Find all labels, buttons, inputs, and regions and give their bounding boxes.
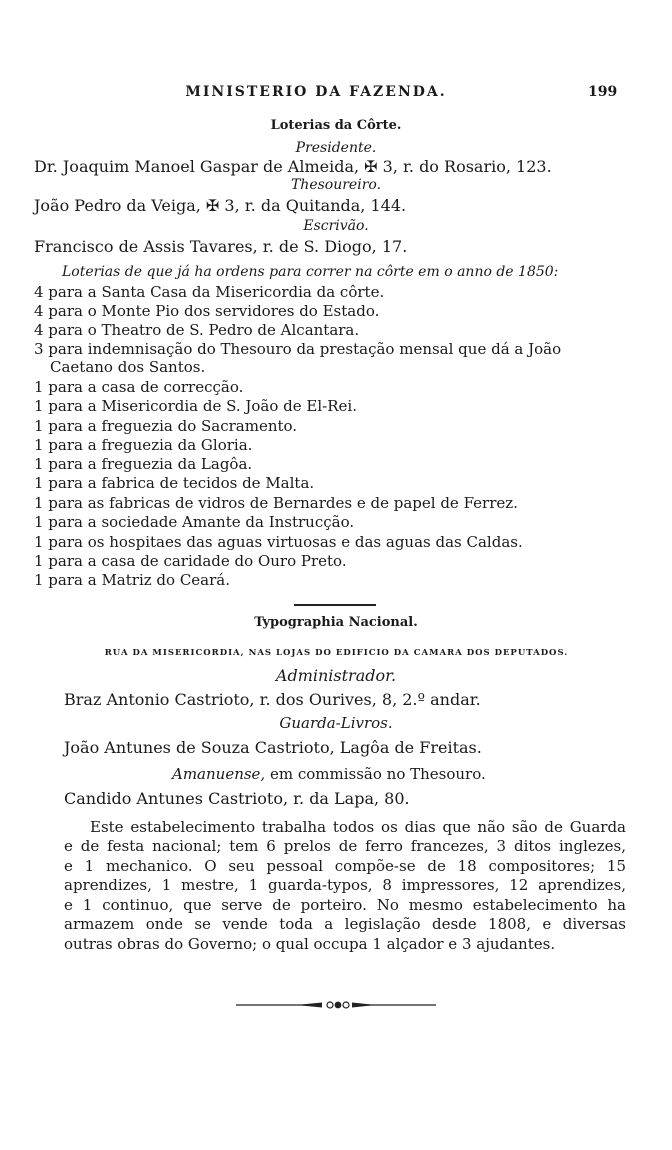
loterias-intro: Loterias de que já ha ordens para correr na côrte em o anno de 1850: bbox=[62, 264, 559, 280]
list-item: 1 para a sociedade Amante da Instrucção. bbox=[34, 513, 355, 531]
paragraph-line: armazem onde se vende toda a legislação desde 1808, e diversas bbox=[64, 915, 626, 933]
list-item: 1 para a Misericordia de S. João de El-Rei. bbox=[34, 397, 357, 415]
guarda-livros-label: Guarda-Livros. bbox=[279, 714, 393, 732]
section-divider bbox=[294, 604, 376, 606]
thesoureiro-entry: João Pedro da Veiga, ✠ 3, r. da Quitanda, 144. bbox=[34, 196, 407, 215]
list-item: 1 para a casa de caridade do Ouro Preto. bbox=[34, 552, 347, 570]
page-number: 199 bbox=[588, 84, 618, 100]
address-text: RUA DA MISERICORDIA, NAS LOJAS DO EDIFICIO DA CAMARA DOS DEPUTADOS. bbox=[104, 648, 569, 658]
running-title: MINISTERIO DA FAZENDA. bbox=[185, 84, 447, 100]
thesoureiro-label: Thesoureiro. bbox=[290, 177, 382, 193]
paragraph-line: e 1 continuo, que serve de porteiro. No mesmo estabelecimento ha bbox=[64, 896, 626, 914]
presidente-label: Presidente. bbox=[295, 140, 377, 156]
paragraph-line: e de festa nacional; tem 6 prelos de ferro francezes, 3 ditos inglezes, bbox=[64, 837, 626, 855]
administrador-label: Administrador. bbox=[275, 666, 397, 685]
list-item: 1 para a casa de correcção. bbox=[34, 378, 244, 396]
list-item: 1 para as fabricas de vidros de Bernardes e de papel de Ferrez. bbox=[34, 494, 518, 512]
end-ornament bbox=[236, 996, 436, 1008]
paragraph-line: Este estabelecimento trabalha todos os dias que não são de Guarda bbox=[90, 818, 626, 836]
guarda-livros-entry: João Antunes de Souza Castrioto, Lagôa de Freitas. bbox=[64, 738, 482, 757]
list-item: 1 para a fabrica de tecidos de Malta. bbox=[34, 474, 315, 492]
list-item: 4 para o Theatro de S. Pedro de Alcantara. bbox=[34, 321, 360, 339]
typographia-address bbox=[34, 641, 639, 663]
ornament-flourish-icon bbox=[236, 999, 436, 1011]
paragraph-line-last: outras obras do Governo; o qual occupa 1 alçador e 3 ajudantes. bbox=[64, 935, 556, 953]
paragraph-line: aprendizes, 1 mestre, 1 guarda-typos, 8 impressores, 12 aprendizes, bbox=[64, 876, 626, 894]
list-item: 1 para a freguezia da Gloria. bbox=[34, 436, 253, 454]
amanuense-entry: Candido Antunes Castrioto, r. da Lapa, 80. bbox=[64, 789, 410, 808]
section-title-typographia: Typographia Nacional. bbox=[254, 615, 418, 630]
presidente-entry: Dr. Joaquim Manoel Gaspar de Almeida, ✠ 3, r. do Rosario, 123. bbox=[34, 157, 552, 176]
list-item: 1 para a freguezia do Sacramento. bbox=[34, 417, 298, 435]
administrador-entry: Braz Antonio Castrioto, r. dos Ourives, 8, 2.º andar. bbox=[64, 690, 481, 709]
list-item: 1 para a freguezia da Lagôa. bbox=[34, 455, 253, 473]
list-item: 4 para a Santa Casa da Misericordia da côrte. bbox=[34, 283, 385, 301]
escrivao-entry: Francisco de Assis Tavares, r. de S. Diogo, 17. bbox=[34, 237, 408, 256]
list-item: 1 para a Matriz do Ceará. bbox=[34, 571, 230, 589]
paragraph-line: e 1 mechanico. O seu pessoal compõe-se de 18 compositores; 15 bbox=[64, 857, 626, 875]
section-title-loterias: Loterias da Côrte. bbox=[270, 118, 402, 133]
list-item: 1 para os hospitaes das aguas virtuosas e das aguas das Caldas. bbox=[34, 533, 523, 551]
amanuense-label: Amanuense, bbox=[172, 765, 266, 783]
amanuense-line bbox=[172, 765, 486, 784]
list-item-continuation: Caetano dos Santos. bbox=[50, 358, 206, 376]
escrivao-label: Escrivão. bbox=[303, 218, 369, 234]
amanuense-note: em commissão no Thesouro. bbox=[269, 765, 486, 783]
list-item: 3 para indemnisação do Thesouro da prestação mensal que dá a João bbox=[34, 340, 562, 358]
list-item: 4 para o Monte Pio dos servidores do Estado. bbox=[34, 302, 380, 320]
